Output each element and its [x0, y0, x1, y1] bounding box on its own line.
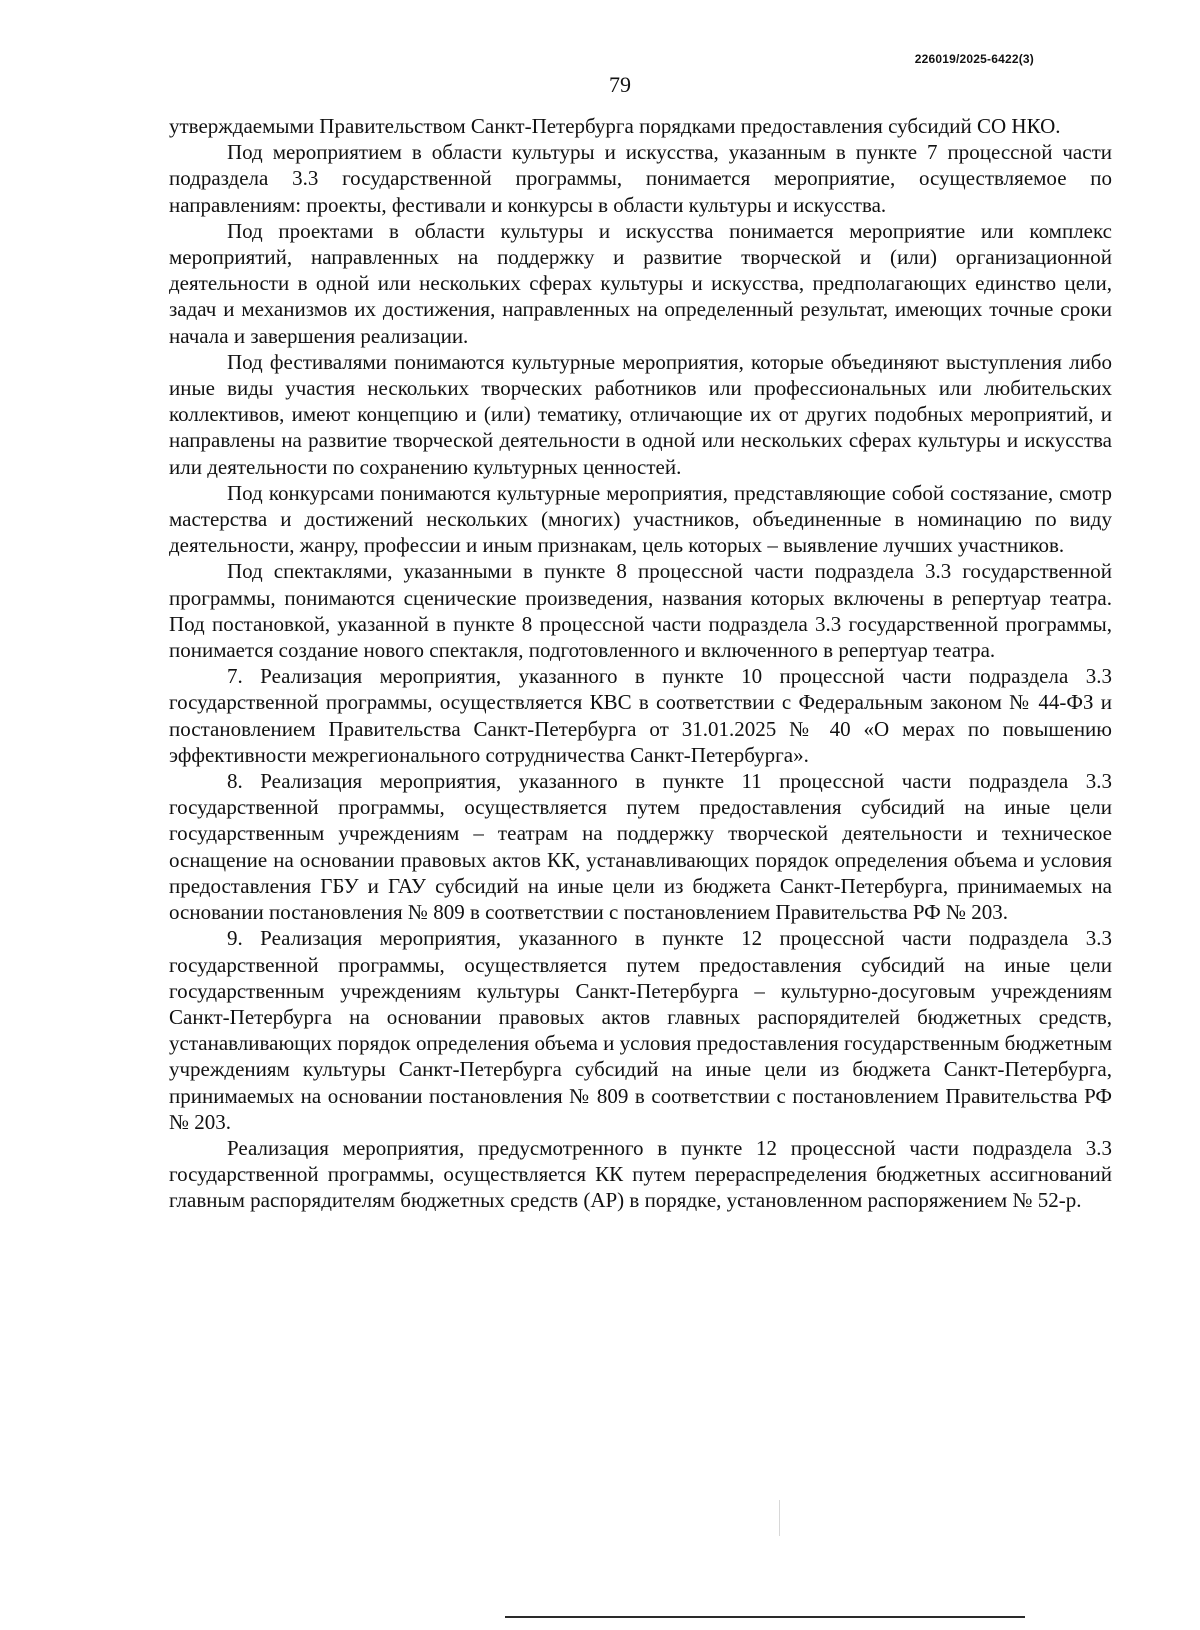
paragraph-contests-definition: Под конкурсами понимаются культурные мероприятия, представляющие собой состязание, смотр мастерства и достижений нескольких (многих) участников, объединенные в номинацию по виду деятельности, жанру, профессии и иным признакам, цель которых – выявление лучших участников.	[169, 480, 1112, 558]
bottom-edge-line	[505, 1616, 1025, 1618]
document-body	[169, 113, 1112, 1214]
document-registration-number: 226019/2025-6422(3)	[914, 52, 1034, 66]
scan-artifact-line	[779, 1500, 780, 1536]
paragraph-culture-event-definition: Под мероприятием в области культуры и искусства, указанным в пункте 7 процессной части подраздела 3.3 государственной программы, понимается мероприятие, осуществляемое по направлениям: проекты, фестивали и конкурсы в области культуры и искусства.	[169, 140, 1112, 217]
paragraph-continuation: утверждаемыми Правительством Санкт-Петербурга порядками предоставления субсидий СО НКО.	[169, 114, 1061, 138]
paragraph-item-8: 8. Реализация мероприятия, указанного в пункте 11 процессной части подраздела 3.3 государственной программы, осуществляется путем предоставления субсидий на иные цели государственным учреждениям – театрам на поддержку творческой деятельности и техническое оснащение на основании правовых актов КК, устанавливающих порядок определения объема и условия предоставления ГБУ и ГАУ субсидий на иные цели из бюджета Санкт-Петербурга, принимаемых на основании постановления № 809 в соответствии с постановлением Правительства РФ № 203.	[169, 769, 1112, 925]
page-number: 79	[609, 72, 631, 97]
paragraph-festivals-definition: Под фестивалями понимаются культурные мероприятия, которые объединяют выступления либо иные виды участия нескольких творческих работников или профессиональных или любительских коллективов, имеют концепцию и (или) тематику, отличающие их от других подобных мероприятий, и направлены на развитие творческой деятельности в одной или нескольких сферах культуры и искусства или деятельности по сохранению культурных ценностей.	[169, 349, 1112, 479]
paragraph-item-7: 7. Реализация мероприятия, указанного в пункте 10 процессной части подраздела 3.3 государственной программы, осуществляется КВС в соответствии с Федеральным законом № 44-ФЗ и постановлением Правительства Санкт-Петербурга от 31.01.2025 № 40 «О мерах по повышению эффективности межрегионального сотрудничества Санкт-Петербурга».	[169, 664, 1112, 767]
paragraph-item-9-realization: Реализация мероприятия, предусмотренного в пункте 12 процессной части подраздела 3.3 государственной программы, осуществляется КК путем перераспределения бюджетных ассигнований главным распорядителям бюджетных средств (АР) в порядке, установленном распоряжением № 52-р.	[169, 1135, 1112, 1213]
paragraph-item-9: 9. Реализация мероприятия, указанного в пункте 12 процессной части подраздела 3.3 государственной программы, осуществляется путем предоставления субсидий на иные цели государственным учреждениям культуры Санкт-Петербурга – культурно-досуговым учреждениям Санкт-Петербурга на основании правовых актов главных распорядителей бюджетных средств, устанавливающих порядок определения объема и условия предоставления государственным бюджетным учреждениям культуры Санкт-Петербурга субсидий на иные цели из бюджета Санкт-Петербурга, принимаемых на основании постановления № 809 в соответствии с постановлением Правительства РФ № 203.	[169, 926, 1112, 1134]
paragraph-performances-definition: Под спектаклями, указанными в пункте 8 процессной части подраздела 3.3 государственной программы, понимаются сценические произведения, названия которых включены в репертуар театра. Под постановкой, указанной в пункте 8 процессной части подраздела 3.3 государственной программы, понимается создание нового спектакля, подготовленного и включенного в репертуар театра.	[169, 559, 1112, 663]
paragraph-projects-definition: Под проектами в области культуры и искусства понимается мероприятие или комплекс мероприятий, направленных на поддержку и развитие творческой и (или) организационной деятельности в одной или нескольких сферах культуры и искусства, предполагающих единство цели, задач и механизмов их достижения, направленных на определенный результат, имеющих точные сроки начала и завершения реализации.	[169, 218, 1112, 348]
